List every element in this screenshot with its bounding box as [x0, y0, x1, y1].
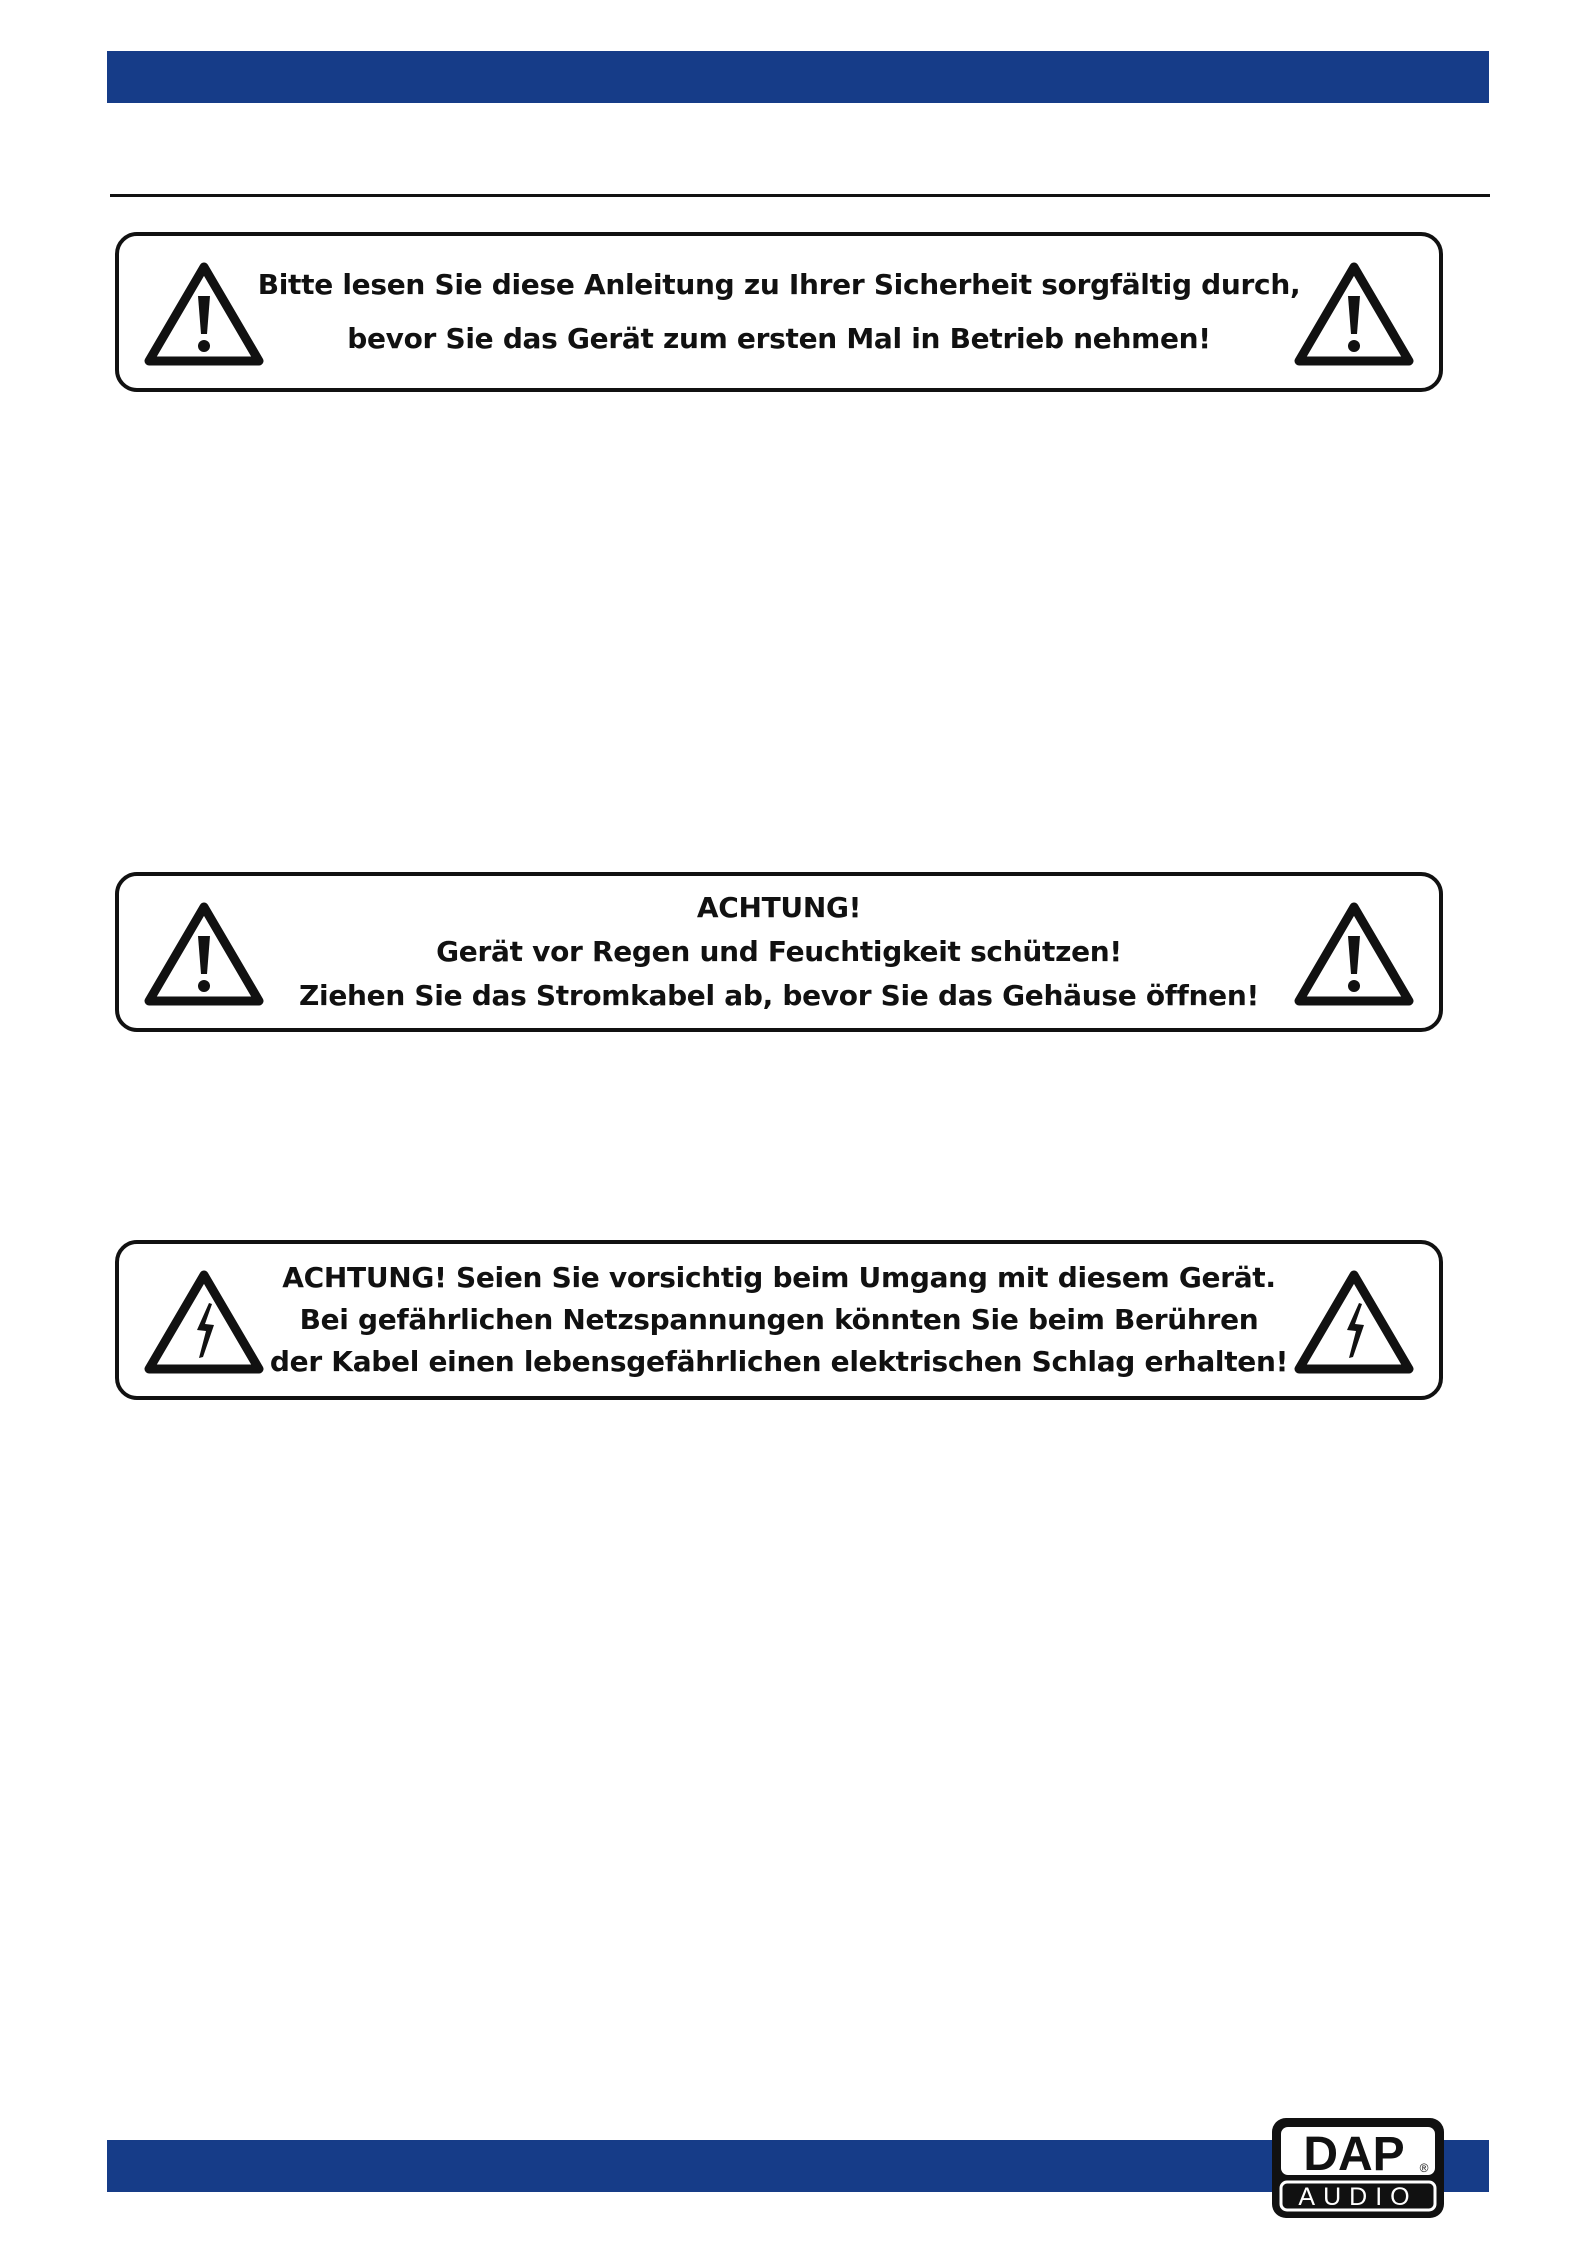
notice-line: Ziehen Sie das Stromkabel ab, bevor Sie das Gehäuse öffnen! — [299, 979, 1259, 1012]
notice-line: Bitte lesen Sie diese Anleitung zu Ihrer Sicherheit sorgfältig durch, — [257, 268, 1301, 301]
header-rule — [110, 194, 1490, 197]
logo-audio: AUDIO — [1298, 2183, 1418, 2211]
header-bar — [107, 51, 1489, 103]
notice-line: der Kabel einen lebensgefährlichen elektrischen Schlag erhalten! — [269, 1345, 1289, 1378]
safety-notice-electric-shock — [115, 1240, 1443, 1400]
exclamation-warning-icon — [1294, 262, 1414, 366]
notice-text — [279, 876, 1279, 1028]
notice-line: ACHTUNG! — [696, 891, 862, 924]
notice-line: bevor Sie das Gerät zum ersten Mal in Betrieb nehmen! — [347, 322, 1211, 355]
safety-notice-moisture — [115, 872, 1443, 1032]
notice-line: Bei gefährlichen Netzspannungen könnten Sie beim Berühren — [299, 1303, 1259, 1336]
exclamation-warning-icon — [144, 902, 264, 1006]
logo-dap: DAP — [1303, 2128, 1405, 2181]
safety-notice-read-manual — [115, 232, 1443, 392]
exclamation-warning-icon — [144, 262, 264, 366]
dap-audio-logo — [1270, 2116, 1446, 2220]
logo-registered: ® — [1419, 2161, 1429, 2175]
notice-line: ACHTUNG! Seien Sie vorsichtig beim Umgang mit diesem Gerät. — [282, 1261, 1276, 1294]
notice-text — [257, 236, 1301, 388]
exclamation-warning-icon — [1294, 902, 1414, 1006]
notice-text — [269, 1244, 1289, 1396]
electric-shock-warning-icon — [1294, 1270, 1414, 1374]
notice-line: Gerät vor Regen und Feuchtigkeit schützen! — [436, 935, 1122, 968]
electric-shock-warning-icon — [144, 1270, 264, 1374]
